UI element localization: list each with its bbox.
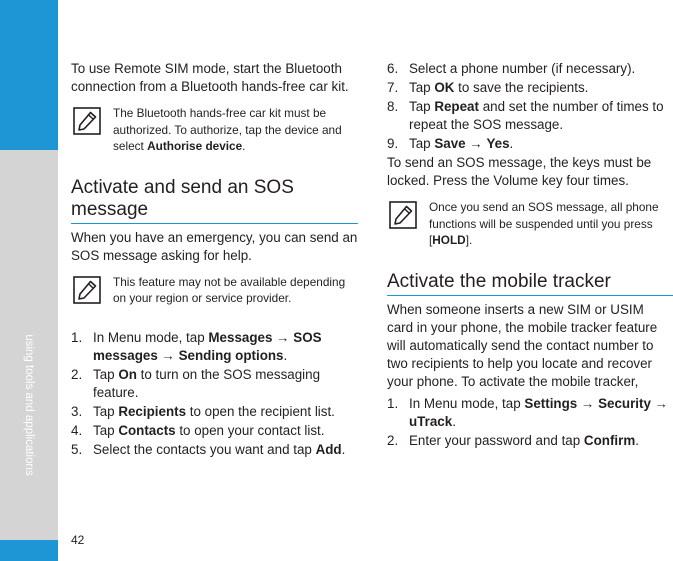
section-heading-tracker: Activate the mobile tracker bbox=[387, 271, 673, 296]
list-item: 5. Select the contacts you want and tap Add. bbox=[71, 441, 346, 457]
list-item: 1. In Menu mode, tap Messages → SOS messages → Sending options. bbox=[71, 329, 322, 363]
note-availability bbox=[71, 274, 358, 307]
note-pencil-icon bbox=[389, 201, 417, 229]
note-text: The Bluetooth hands-free car kit must be authorized. To authorize, tap the device and select Authorise device. bbox=[113, 106, 342, 153]
note-bluetooth-auth bbox=[71, 105, 358, 155]
sidebar-section-tab bbox=[0, 150, 58, 540]
section-heading-sos: Activate and send an SOS message bbox=[71, 177, 358, 224]
right-column bbox=[387, 60, 673, 451]
sos-steps-list bbox=[71, 329, 358, 459]
note-pencil-icon bbox=[73, 107, 101, 135]
intro-paragraph: To use Remote SIM mode, start the Bluetooth connection from a Bluetooth hands-free car kit. bbox=[71, 61, 349, 94]
list-item: 2. Tap On to turn on the SOS messaging feature. bbox=[71, 366, 321, 400]
list-item: 1. In Menu mode, tap Settings → Security → uTrack. bbox=[387, 395, 669, 429]
sidebar-section-label: using tools and applications bbox=[23, 334, 35, 476]
note-pencil-icon bbox=[73, 276, 101, 304]
lock-keys-paragraph: To send an SOS message, the keys must be locked. Press the Volume key four times. bbox=[387, 155, 652, 188]
list-item: 4. Tap Contacts to open your contact list. bbox=[71, 422, 325, 438]
note-text: This feature may not be available depending on your region or service provider. bbox=[113, 274, 346, 305]
list-item: 3. Tap Recipients to open the recipient list. bbox=[71, 403, 335, 419]
list-item: 2. Enter your password and tap Confirm. bbox=[387, 432, 639, 448]
sos-intro-paragraph: When you have an emergency, you can send an SOS message asking for help. bbox=[71, 229, 358, 263]
note-hold bbox=[387, 199, 673, 249]
list-item: 8. Tap Repeat and set the number of times to repeat the SOS message. bbox=[387, 99, 664, 132]
tracker-intro-paragraph: When someone inserts a new SIM or USIM card in your phone, the mobile tracker feature will automatically send the contact number to two recipients to help you locate and recover your phone. To activate the mobile tracker, bbox=[387, 301, 658, 389]
note-text: Once you send an SOS message, all phone functions will be suspended until you press [HOLD]. bbox=[429, 200, 659, 247]
tracker-steps-list bbox=[387, 395, 673, 450]
list-item: 7. Tap OK to save the recipients. bbox=[387, 80, 589, 95]
page-number: 42 bbox=[71, 533, 85, 547]
sos-steps-list-continued bbox=[387, 60, 673, 153]
list-item: 6. Select a phone number (if necessary). bbox=[387, 61, 636, 76]
left-column bbox=[71, 60, 358, 460]
list-item: 9. Tap Save → Yes. bbox=[387, 136, 514, 151]
